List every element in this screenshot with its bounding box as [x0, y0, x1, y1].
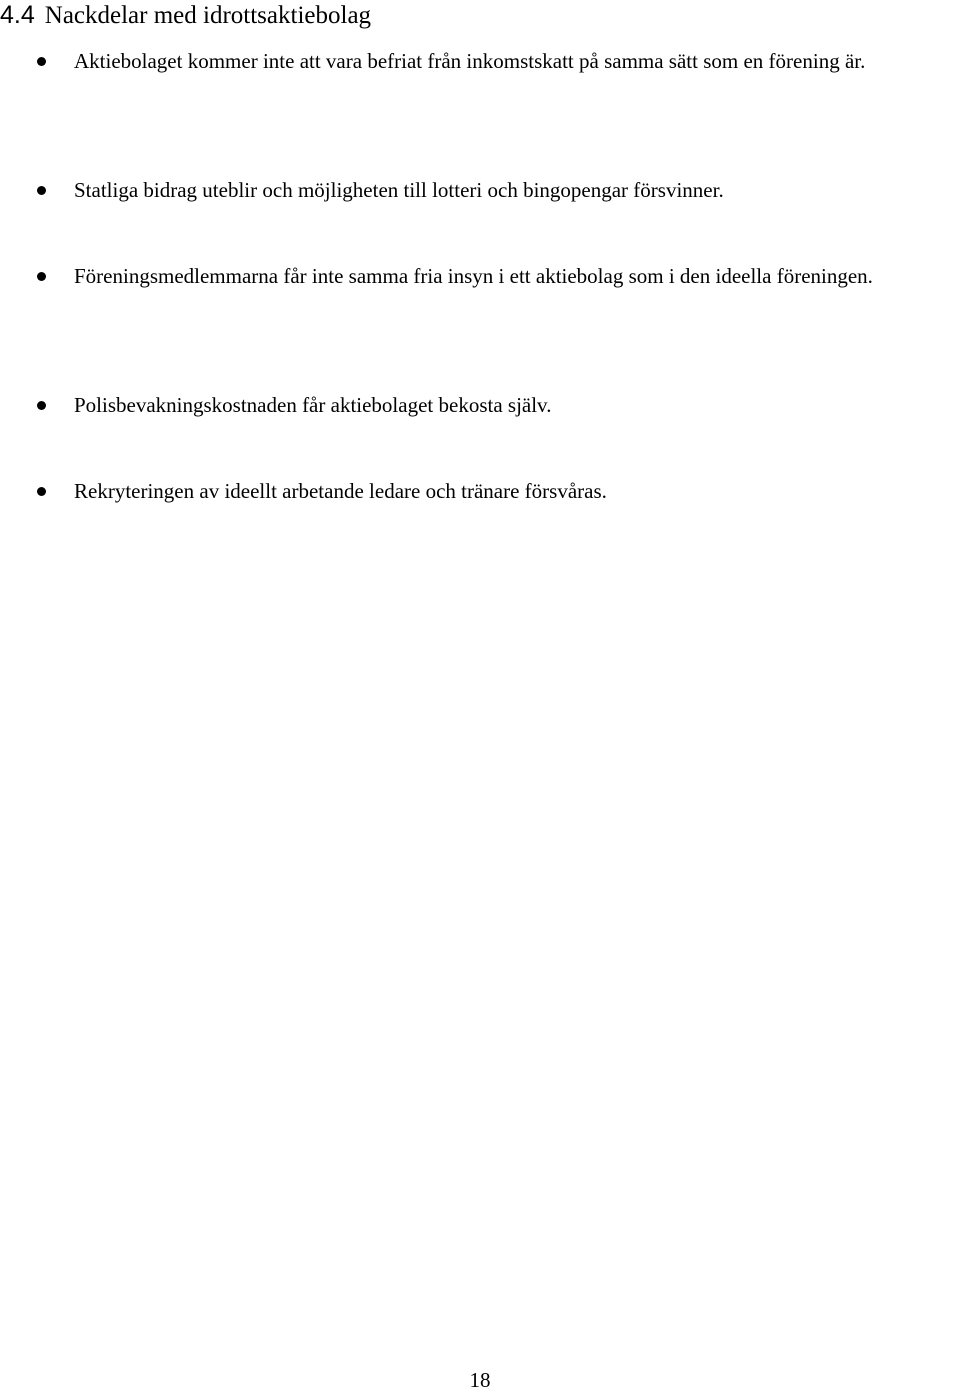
bullet-dot-icon — [37, 487, 46, 496]
bullet-text: Rekryteringen av ideellt arbetande ledare och tränare försvåras. — [74, 479, 607, 503]
bullet-text: Föreningsmedlemmarna får inte samma fria insyn i ett aktiebolag som i den ideella föreningen. — [74, 264, 873, 288]
bullet-text: Polisbevakningskostnaden får aktiebolaget bekosta själv. — [74, 393, 552, 417]
bullet-text: Statliga bidrag uteblir och möjligheten till lotteri och bingopengar försvinner. — [74, 178, 724, 202]
bullet-dot-icon — [37, 272, 46, 281]
bullet-dot-icon — [37, 186, 46, 195]
bullet-dot-icon — [37, 401, 46, 410]
section-number: 4.4 — [0, 1, 35, 29]
section-heading — [0, 0, 371, 30]
section-title: Nackdelar med idrottsaktiebolag — [44, 2, 372, 29]
bullet-dot-icon — [37, 57, 46, 66]
bullet-text: Aktiebolaget kommer inte att vara befriat från inkomstskatt på samma sätt som en förening är. — [74, 49, 866, 73]
page-number: 18 — [469, 1368, 491, 1392]
